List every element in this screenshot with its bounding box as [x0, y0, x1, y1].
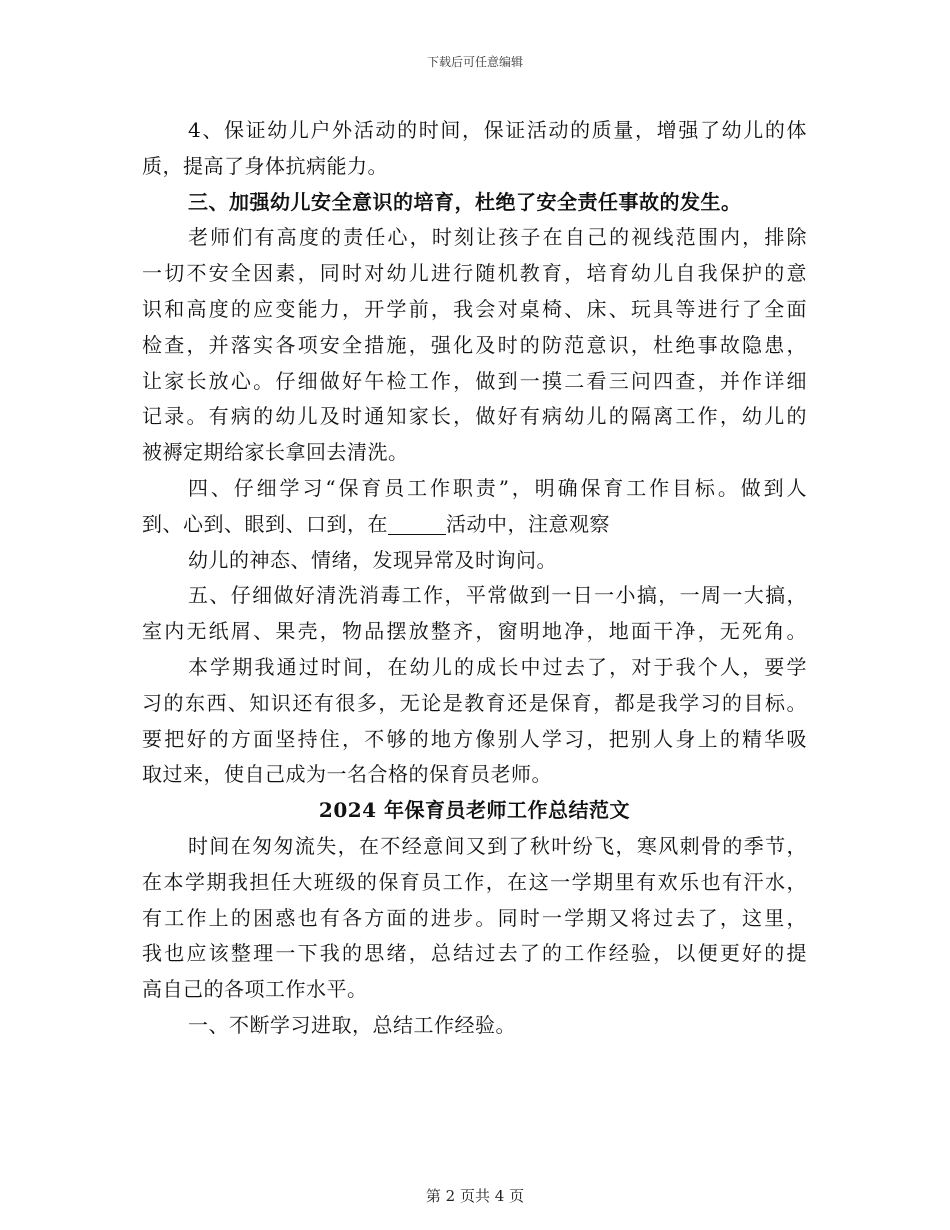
text-line: 我也应该整理一下我的思绪，总结过去了的工作经验，以便更好的提: [142, 941, 807, 966]
fill-in-blank: [388, 514, 446, 535]
text-line: 取过来，使自己成为一名合格的保育员老师。: [142, 762, 552, 787]
text-segment: 活动中，注意观察: [446, 511, 610, 536]
text-line: 有工作上的困惑也有各方面的进步。同时一学期又将过去了，这里，: [142, 905, 807, 930]
page-header: 下载后可任意编辑: [426, 55, 523, 69]
text-line: 让家长放心。仔细做好午检工作，做到一摸二看三问四查，并作详细: [142, 368, 807, 393]
text-line: [142, 507, 807, 543]
text-line: 4、保证幼儿户外活动的时间，保证活动的质量，增强了幼儿的体: [188, 118, 807, 142]
text-line: 五、仔细做好清洗消毒工作，平常做到一日一小搞，一周一大搞，: [188, 583, 807, 608]
text-line: 高自己的各项工作水平。: [142, 977, 368, 1002]
text-line: 一切不安全因素，同时对幼儿进行随机教育，培育幼儿自我保护的意: [142, 261, 807, 286]
text-line: 检查，并落实各项安全措施，强化及时的防范意识，杜绝事故隐患，: [142, 332, 807, 357]
document-body: [142, 113, 807, 1044]
text-segment: 到、心到、眼到、口到，在: [142, 511, 388, 536]
text-line: 被褥定期给家长拿回去清洗。: [142, 440, 409, 465]
text-line: 习的东西、知识还有很多，无论是教育还是保育，都是我学习的目标。: [142, 690, 807, 715]
text-line: 老师们有高度的责任心，时刻让孩子在自己的视线范围内，排除: [188, 225, 807, 250]
page-footer: 第 2 页共 4 页: [425, 1187, 525, 1205]
text-line: 四、仔细学习“保育员工作职责”，明确保育工作目标。做到人: [188, 475, 807, 500]
text-line: 识和高度的应变能力，开学前，我会对桌椅、床、玩具等进行了全面: [142, 296, 807, 321]
text-line: 三、加强幼儿安全意识的培育，杜绝了安全责任事故的发生。: [188, 189, 742, 214]
text-line: 本学期我通过时间，在幼儿的成长中过去了，对于我个人，要学: [188, 654, 807, 679]
text-line: 要把好的方面坚持住，不够的地方像别人学习，把别人身上的精华吸: [142, 726, 807, 751]
text-line: 室内无纸屑、果壳，物品摆放整齐，窗明地净，地面干净，无死角。: [142, 619, 807, 644]
text-line: 时间在匆匆流失，在不经意间又到了秋叶纷飞，寒风刺骨的季节，: [188, 833, 807, 858]
text-line: 质，提高了身体抗病能力。: [142, 153, 388, 178]
text-line: 在本学期我担任大班级的保育员工作，在这一学期里有欢乐也有汗水，: [142, 869, 807, 894]
text-line: 幼儿的神态、情绪，发现异常及时询问。: [188, 547, 557, 572]
text-line: 记录。有病的幼儿及时通知家长，做好有病幼儿的隔离工作，幼儿的: [142, 404, 807, 429]
section-title: 2024 年保育员老师工作总结范文: [318, 798, 631, 823]
text-line: 一、不断学习进取，总结工作经验。: [188, 1012, 516, 1037]
